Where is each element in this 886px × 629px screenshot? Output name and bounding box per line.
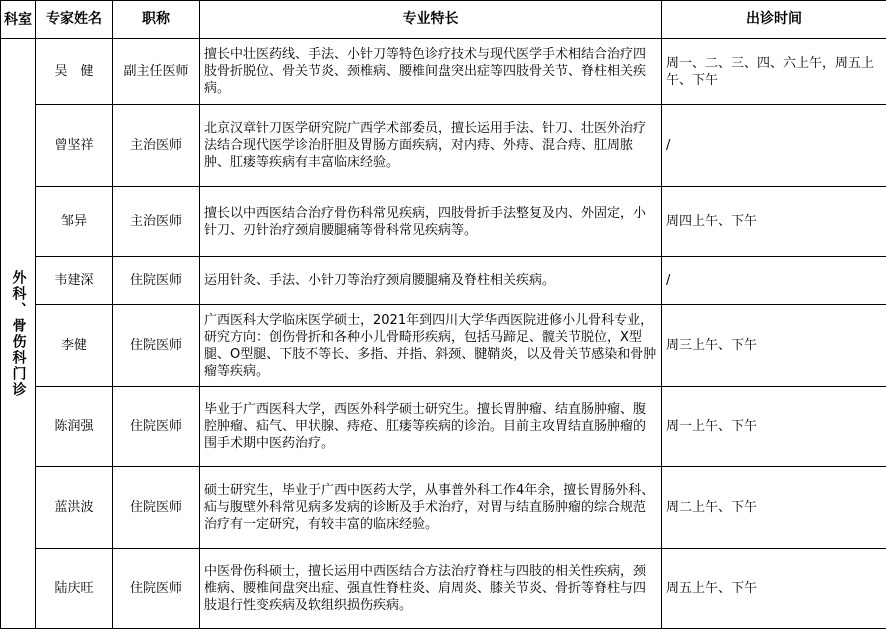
- doctor-schedule: 周一、二、三、四、六上午，周五上午、下午: [662, 39, 886, 105]
- header-title: 职称: [113, 1, 200, 39]
- doctor-name: 韦建深: [36, 257, 113, 305]
- doctor-title: 住院医师: [113, 467, 200, 549]
- doctor-specialty: 擅长中壮医药线、手法、小针刀等特色诊疗技术与现代医学手术相结合治疗四肢骨折脱位、骨关节炎、颈椎病、腰椎间盘突出症等四肢骨关节、脊柱相关疾病。: [200, 39, 662, 105]
- doctor-name: 曾坚祥: [36, 105, 113, 187]
- doctor-name: 吴 健: [36, 39, 113, 105]
- doctor-title: 副主任医师: [113, 39, 200, 105]
- table-row: [1, 305, 886, 387]
- doctor-schedule: 周四上午、下午: [662, 187, 886, 257]
- doctor-specialty: 运用针灸、手法、小针刀等治疗颈肩腰腿痛及脊柱相关疾病。: [200, 257, 662, 305]
- table-row: [1, 105, 886, 187]
- header-name: 专家姓名: [36, 1, 113, 39]
- doctor-schedule: 周二上午、下午: [662, 467, 886, 549]
- table-row: [1, 39, 886, 105]
- doctor-specialty: 中医骨伤科硕士，擅长运用中西医结合方法治疗脊柱与四肢的相关性疾病，颈椎病、腰椎间盘突出症、强直性脊柱炎、肩周炎、膝关节炎、骨折等脊柱与四肢退行性变疾病及软组织损伤疾病。: [200, 549, 662, 629]
- doctor-name: 邹异: [36, 187, 113, 257]
- table-row: [1, 549, 886, 629]
- doctor-schedule: 周一上午、下午: [662, 387, 886, 467]
- doctor-specialty: 毕业于广西医科大学，西医外科学硕士研究生。擅长胃肿瘤、结直肠肿瘤、腹腔肿瘤、疝气、甲状腺、痔疮、肛瘘等疾病的诊治。目前主攻胃结直肠肿瘤的围手术期中医药治疗。: [200, 387, 662, 467]
- doctor-specialty: 北京汉章针刀医学研究院广西学术部委员，擅长运用手法、针刀、壮医外治疗法结合现代医学诊治肝胆及胃肠方面疾病，对内痔、外痔、混合痔、肛周脓肿、肛瘘等疾病有丰富临床经验。: [200, 105, 662, 187]
- doctor-specialty: 硕士研究生，毕业于广西中医药大学，从事普外科工作4年余，擅长胃肠外科、疝与腹壁外科常见病多发病的诊断及手术治疗，对胃与结直肠肿瘤的综合规范治疗有一定研究，有较丰富的临床经验。: [200, 467, 662, 549]
- doctor-title: 住院医师: [113, 387, 200, 467]
- table-row: [1, 387, 886, 467]
- doctor-name: 蓝洪波: [36, 467, 113, 549]
- header-department: 科室: [1, 1, 36, 39]
- header-specialty: 专业特长: [200, 1, 662, 39]
- doctor-schedule: 周三上午、下午: [662, 305, 886, 387]
- table-row: [1, 257, 886, 305]
- doctor-title: 主治医师: [113, 187, 200, 257]
- header-schedule: 出诊时间: [662, 1, 886, 39]
- doctor-name: 陈润强: [36, 387, 113, 467]
- doctor-name: 李健: [36, 305, 113, 387]
- doctor-title: 住院医师: [113, 549, 200, 629]
- table-row: [1, 187, 886, 257]
- doctor-title: 住院医师: [113, 257, 200, 305]
- doctor-title: 主治医师: [113, 105, 200, 187]
- doctor-specialty: 擅长以中西医结合治疗骨伤科常见疾病，四肢骨折手法整复及内、外固定，小针刀、刃针治疗颈肩腰腿痛等骨科常见疾病等。: [200, 187, 662, 257]
- header-row: [1, 1, 886, 39]
- doctor-specialty: 广西医科大学临床医学硕士，2021年到四川大学华西医院进修小儿骨科专业，研究方向：创伤骨折和各种小儿骨畸形疾病，包括马蹄足、髋关节脱位，X型腿、O型腿、下肢不等长、多指、并指、斜颈、腱鞘炎，以及骨关节感染和骨肿瘤等疾病。: [200, 305, 662, 387]
- doctor-name: 陆庆旺: [36, 549, 113, 629]
- doctor-title: 住院医师: [113, 305, 200, 387]
- doctor-schedule: 周五上午、下午: [662, 549, 886, 629]
- doctor-schedule: /: [662, 105, 886, 187]
- table-row: [1, 467, 886, 549]
- doctor-schedule: /: [662, 257, 886, 305]
- department-cell: 外科、骨伤科门诊: [1, 39, 36, 629]
